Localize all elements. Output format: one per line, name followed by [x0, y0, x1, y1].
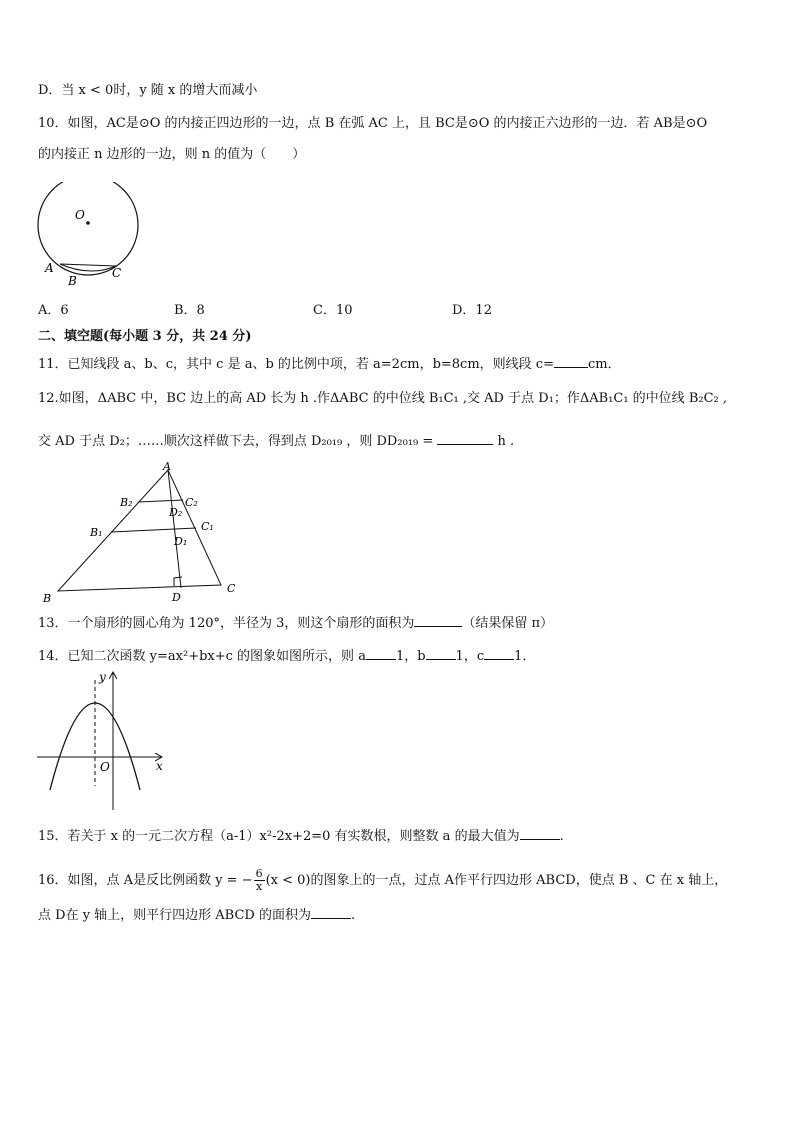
- q14-part3: 1，c: [455, 649, 485, 664]
- q16-text-part2: (x < 0)的图象上的一点，过点 A作平行四边形 ABCD，使点 B 、C 在 x 轴上，: [265, 873, 728, 888]
- q12-label-b1: B₁: [90, 526, 103, 539]
- q10-label-b: B: [68, 274, 77, 288]
- q15-text-before: 15．若关于 x 的一元二次方程（a-1）x²-2x+2=0 有实数根，则整数 a 的最大值为: [38, 829, 520, 844]
- q13-text-before: 13．一个扇形的圆心角为 120°，半径为 3，则这个扇形的面积为: [38, 616, 415, 631]
- q12-label-b: B: [43, 592, 52, 605]
- q14-part4: 1．: [514, 649, 536, 664]
- q16-stem-line1: [38, 868, 727, 893]
- q16-fraction-denominator: x: [255, 880, 263, 893]
- q15-answer-blank: [520, 826, 560, 840]
- q12-label-c1: C₁: [201, 520, 214, 533]
- q15-stem: [38, 826, 564, 846]
- q9-option-d: D．当 x < 0时，y 随 x 的增大而减小: [38, 83, 258, 98]
- q16-text-part1: 16．如图，点 A是反比例函数 y = −: [38, 873, 253, 888]
- q12-label-d: D: [172, 591, 181, 604]
- q14-parabola-figure: [35, 668, 175, 813]
- q11-text-after: cm．: [587, 357, 621, 372]
- q16-stem-line2: [38, 905, 355, 925]
- q12-label-d2: D₂: [169, 506, 183, 519]
- q13-stem: [38, 613, 553, 633]
- q10-label-a: A: [45, 261, 54, 275]
- q11-stem: [38, 354, 621, 374]
- q13-text-after: （结果保留 π）: [462, 616, 554, 631]
- q12-label-b2: B₂: [120, 496, 133, 509]
- q14-label-o: O: [100, 760, 110, 774]
- q13-answer-blank: [414, 613, 462, 627]
- q11-answer-blank: [554, 354, 588, 368]
- q12-text-after: h .: [497, 434, 515, 449]
- q10-label-o: O: [75, 208, 85, 222]
- section-title: 二、填空题(每小题 3 分，共 24 分): [38, 329, 252, 344]
- q12-triangle-figure: [35, 458, 250, 608]
- q15-text-after: .: [559, 829, 564, 844]
- q14-part2: 1，b: [395, 649, 426, 664]
- q12-label-c: C: [227, 582, 236, 595]
- q11-text-before: 11．已知线段 a、b、c，其中 c 是 a、b 的比例中项，若 a=2cm，b=8cm，则线段 c=: [38, 357, 554, 372]
- q10-label-c: C: [112, 266, 122, 280]
- q14-blank-b: [426, 646, 456, 660]
- q12-text-before: 交 AD 于点 D₂；……顺次这样做下去，得到点 D₂₀₁₉ ，则 DD₂₀₁₉ =: [38, 434, 434, 449]
- q16-fraction: [254, 868, 265, 893]
- q14-stem: [38, 646, 535, 666]
- q12-answer-blank: [437, 431, 493, 445]
- q12-label-c2: C₂: [185, 496, 198, 509]
- q16-text-before: 点 D在 y 轴上，则平行四边形 ABCD 的面积为: [38, 908, 311, 923]
- q14-label-x: x: [156, 759, 163, 773]
- q16-answer-blank: [311, 905, 351, 919]
- q10-option-d: D．12: [452, 303, 492, 318]
- q12-stem-line2: [38, 431, 514, 451]
- q10-circle-figure: [30, 182, 145, 292]
- q14-part1: 14．已知二次函数 y=ax²+bx+c 的图象如图所示，则 a: [38, 649, 366, 664]
- q14-label-y: y: [99, 670, 106, 684]
- q14-blank-c: [484, 646, 514, 660]
- q10-option-c: C．10: [313, 303, 353, 318]
- q12-stem-line1: 12.如图，ΔABC 中，BC 边上的高 AD 长为 h .作ΔABC 的中位线 B₁C₁ ,交 AD 于点 D₁；作ΔAB₁C₁ 的中位线 B₂C₂ ,: [38, 391, 728, 406]
- q16-text-after: .: [350, 908, 356, 923]
- q12-label-a: A: [163, 460, 171, 473]
- q10-stem-line1: 10．如图，AC是⊙O 的内接正四边形的一边，点 B 在弧 AC 上，且 BC是⊙O 的内接正六边形的一边．若 AB是⊙O: [38, 116, 708, 131]
- q10-option-b: B．8: [174, 303, 205, 318]
- q12-label-d1: D₁: [174, 535, 188, 548]
- q10-option-a: A．6: [38, 303, 69, 318]
- q10-stem-line2: 的内接正 n 边形的一边，则 n 的值为（ ）: [38, 147, 306, 162]
- q16-fraction-numerator: 6: [255, 867, 263, 880]
- q14-blank-a: [366, 646, 396, 660]
